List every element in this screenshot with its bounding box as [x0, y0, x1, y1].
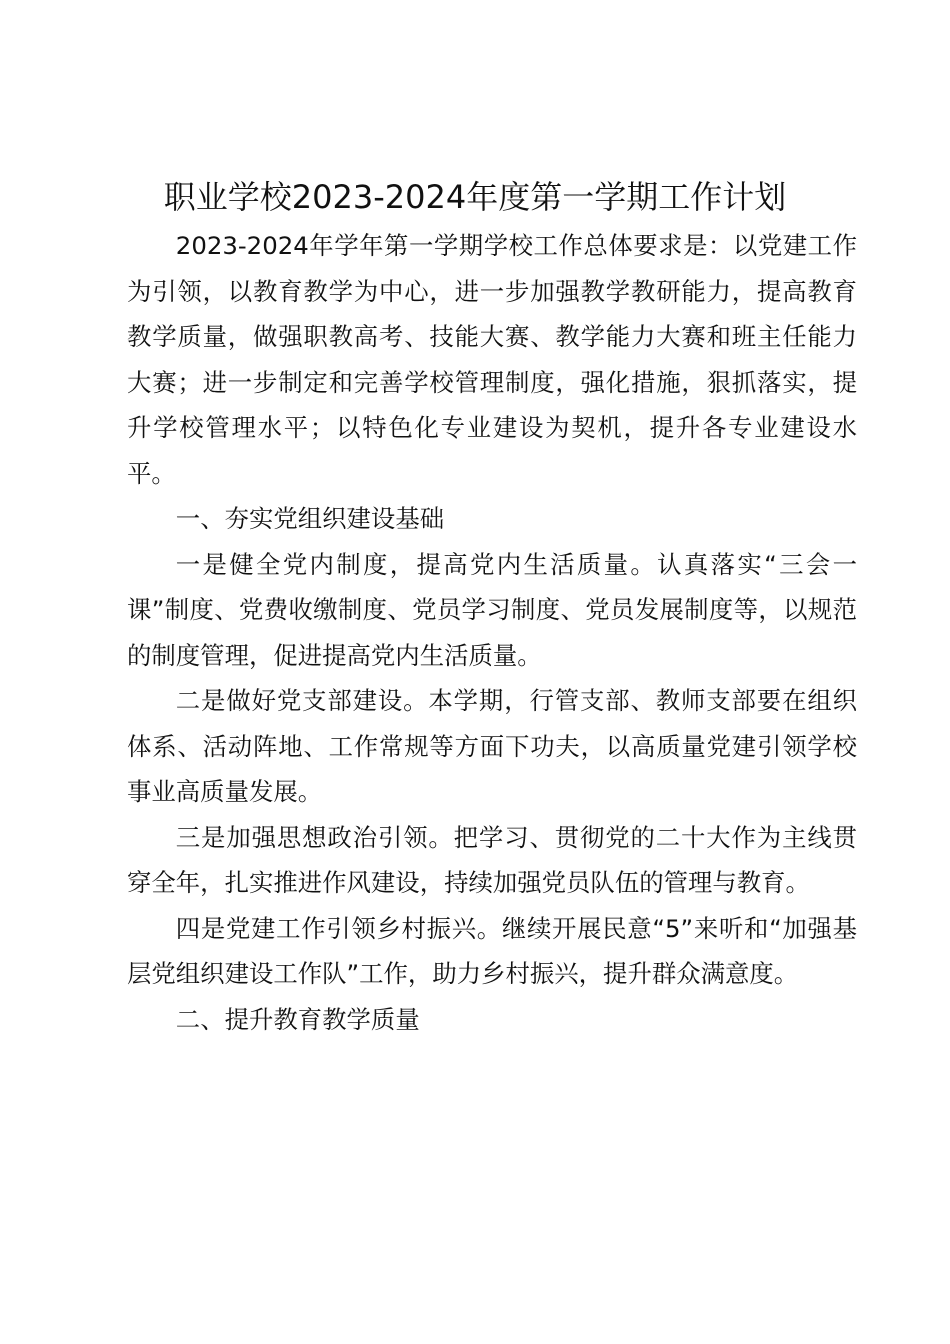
document-title: 职业学校2023-2024年度第一学期工作计划: [163, 178, 787, 216]
paragraph-rural-revitalization: 四是党建工作引领乡村振兴。继续开展民意“5”来听和“加强基层党组织建设工作队”工作，助力乡村振兴，提升群众满意度。: [127, 913, 857, 988]
paragraph-ideological-guidance: 三是加强思想政治引领。把学习、贯彻党的二十大作为主线贯穿全年，扎实推进作风建设，持续加强党员队伍的管理与教育。: [127, 822, 857, 897]
section-heading-1: 一、夯实党组织建设基础: [175, 504, 445, 533]
paragraph-branch-building: 二是做好党支部建设。本学期，行管支部、教师支部要在组织体系、活动阵地、工作常规等方面下功夫，以高质量党建引领学校事业高质量发展。: [127, 686, 857, 806]
paragraph-intro: 2023-2024年学年第一学期学校工作总体要求是：以党建工作为引领，以教育教学为中心，进一步加强教学教研能力，提高教育教学质量，做强职教高考、技能大赛、教学能力大赛和班主任能力大赛；进一步制定和完善学校管理制度，强化措施，狠抓落实，提升学校管理水平；以特色化专业建设为契机，提升各专业建设水平。: [127, 231, 857, 488]
section-heading-2: 二、提升教育教学质量: [175, 1004, 420, 1034]
paragraph-party-system: 一是健全党内制度，提高党内生活质量。认真落实“三会一课”制度、党费收缴制度、党员学习制度、党员发展制度等，以规范的制度管理，促进提高党内生活质量。: [127, 549, 857, 670]
document-body: [127, 223, 857, 1042]
